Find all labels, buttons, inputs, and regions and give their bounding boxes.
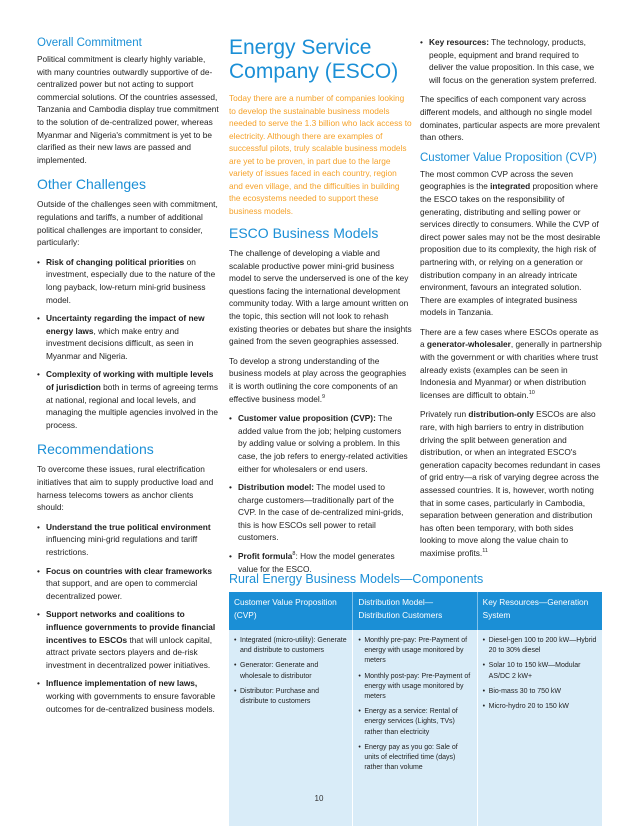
column-middle: [229, 36, 412, 582]
list-item: • Bio-mass 30 to 750 kW: [483, 687, 597, 697]
list-item: • Risk of changing political priorities on investment, especially due to the nature of the long payback, low-return mini-grid business model.: [37, 256, 219, 306]
table-title: Rural Energy Business Models—Components: [229, 572, 484, 586]
cvp-paragraph-3: Privately run distribution-only ESCOs are also rare, with high barriers to entry in distribution driving the split between generation and distribution, or when an integrated ESCO's generation capacity becomes redundant in cases of grid entry—a risk of varying degree across the assessed countries. It is, however, worth noting that in some cases, particularly in Cambodia, separation between generation and distribution has often been temporary, with both sides looking to move along the value chain to maximise profits.$^{11}$: [420, 409, 601, 558]
esco-business-models-heading: ESCO Business Models: [229, 225, 379, 241]
components-paragraph: The specifics of each component vary across different models, and although no single model dominates, particular aspects are more prevalent than others.: [420, 94, 600, 143]
list-item: • Influence implementation of new laws, working with governments to ensure favorable outcomes for de-centralized business models.: [37, 677, 219, 715]
table-column-cvp: [229, 592, 353, 826]
table-header: Distribution Model—Distribution Customers: [353, 592, 477, 630]
list-item: • Diesel-gen 100 to 200 kW—Hybrid 20 to 30% diesel: [483, 636, 597, 656]
components-table-section: [229, 572, 602, 826]
list-item: • Integrated (micro-utility): Generate and distribute to customers: [234, 636, 347, 656]
list-item: • Uncertainty regarding the impact of new energy laws, which make entry and investment decisions difficult, as seen in Myanmar and Nigeria.: [37, 312, 219, 362]
esco-intro: Today there are a number of companies looking to develop the sustainable business models needed to serve the 1.3 billion who lack access to electricity. Although there are examples of successful pilots, truly scalable business models are yet to be proven, in part due to the large variety of issues faced in each country, region and even village, and the difficulties in building the ecosystems needed to support these business models.: [229, 93, 412, 216]
other-challenges-list: [37, 256, 219, 432]
overall-commitment-heading: Overall Commitment: [37, 37, 142, 49]
list-item: • Key resources: The technology, products, people, equipment and brand required to deliver the value proposition. In this case, we will focus on the generation system preferred.: [420, 36, 602, 86]
other-challenges-text: Outside of the challenges seen with commitment, regulations and tariffs, a number of additional political challenges are important to consider, particularly:: [37, 199, 218, 248]
list-item: • Micro-hydro 20 to 150 kW: [483, 702, 597, 712]
column-left: [37, 36, 219, 722]
cvp-heading: Customer Value Proposition (CVP): [420, 151, 597, 164]
list-item: • Distributor: Purchase and distribute to customers: [234, 687, 347, 707]
table-column-key-resources: [478, 592, 602, 826]
table-column-distribution: [353, 592, 477, 826]
list-item: • Understand the true political environment influencing mini-grid regulations and tariff restrictions.: [37, 521, 219, 559]
table-header: Customer Value Proposition (CVP): [229, 592, 353, 630]
list-item: • Monthly post-pay: Pre-Payment of energy with usage monitored by meters: [358, 672, 471, 703]
list-item: • Distribution model: The model used to charge customers—traditionally part of the CVP. In the case of de-centralized mini-grids, this is how ESCOs sell power to retail customers.: [229, 481, 412, 544]
list-item: • Energy as a service: Rental of energy services (Lights, TVs) rather than electricity: [358, 707, 471, 738]
cvp-paragraph-1: The most common CVP across the seven geographies is the integrated proposition where the ESCO takes on the responsibility of generating, distributing and selling power or services directly to consumers. While the CVP of direct power sales may not be the most desirable proposition due to its complexity, the high risk of partnering with, or relying on a generation or distribution company in an already intricate environment, favours an integrated solution. There are examples of integrated business models in Tanzania.: [420, 168, 601, 318]
key-resources-list: [420, 36, 602, 86]
list-item: • Customer value proposition (CVP): The added value from the job; helping customers by adding value or solving a problem. In this case, the job refers to energy-related activities either for wholesalers or end users.: [229, 412, 412, 475]
cvp-paragraph-2: There are a few cases where ESCOs operate as a generator-wholesaler, generally in partnership with the government or with charities where trust already exists (examples can be seen in Indonesia and Myanmar) or when distribution licenses are difficult to obtain.$^{10}$: [420, 326, 602, 400]
page-number: 10: [314, 794, 324, 803]
esco-models-paragraph-2: To develop a strong understanding of the business models at play across the geographies it is worth outlining the core components of an effective business model.$^9$: [229, 355, 407, 404]
list-item: • Monthly pre-pay: Pre-Payment of energy with usage monitored by meters: [358, 636, 471, 667]
list-item: • Focus on countries with clear frameworks that support, and are open to commercial decentralized power.: [37, 565, 219, 603]
list-item: • Energy pay as you go: Sale of units of electrified time (days) rather than volume: [358, 743, 471, 774]
esco-models-paragraph-1: The challenge of developing a viable and scalable productive power mini-grid business model to serve the underserved is one of the key questions facing the international development community today. With a large amount written on the topic, this section will not look to rehash existing theories or debates but share the insights gained from the seven geographies assessed.: [229, 248, 412, 347]
table-header: Key Resources—Generation System: [478, 592, 602, 630]
list-item: • Profit formula$^8$: How the model generates value for the ESCO.: [229, 550, 412, 575]
column-right: [420, 36, 602, 567]
list-item: • Generator: Generate and wholesale to distributor: [234, 661, 347, 681]
list-item: • Solar 10 to 150 kW—Modular AS/DC 2 kW+: [483, 661, 597, 681]
recommendations-text: To overcome these issues, rural electrification initiatives that aim to supply productive load and harness telecoms towers as anchor clients should:: [37, 464, 214, 513]
recommendations-heading: Recommendations: [37, 441, 154, 458]
components-table: [229, 592, 602, 826]
recommendations-list: [37, 521, 219, 715]
list-item: • Support networks and coalitions to influence governments to provide financial incentives to ESCOs that will unlock capital, attract private sectors players and de-risk investment in decentralized power initiatives.: [37, 608, 219, 671]
other-challenges-heading: Other Challenges: [37, 176, 146, 193]
overall-commitment-text: Political commitment is clearly highly variable, with many countries outwardly supportive of de-centralized power but not acting to support commercial solutions. Of the countries assessed, Tanzania and Cambodia display true commitment to the solution of de-centralized power, whereas Myanmar and Nigeria's commitment is yet to be clarified as their new laws are passed and implemented.: [37, 54, 219, 165]
page-title: Energy Service Company (ESCO): [229, 36, 399, 83]
list-item: • Complexity of working with multiple levels of jurisdiction both in terms of agreeing terms at national, regional and local levels, and managing the multiple agencies involved in the process.: [37, 368, 219, 431]
business-model-components-list: [229, 412, 412, 575]
